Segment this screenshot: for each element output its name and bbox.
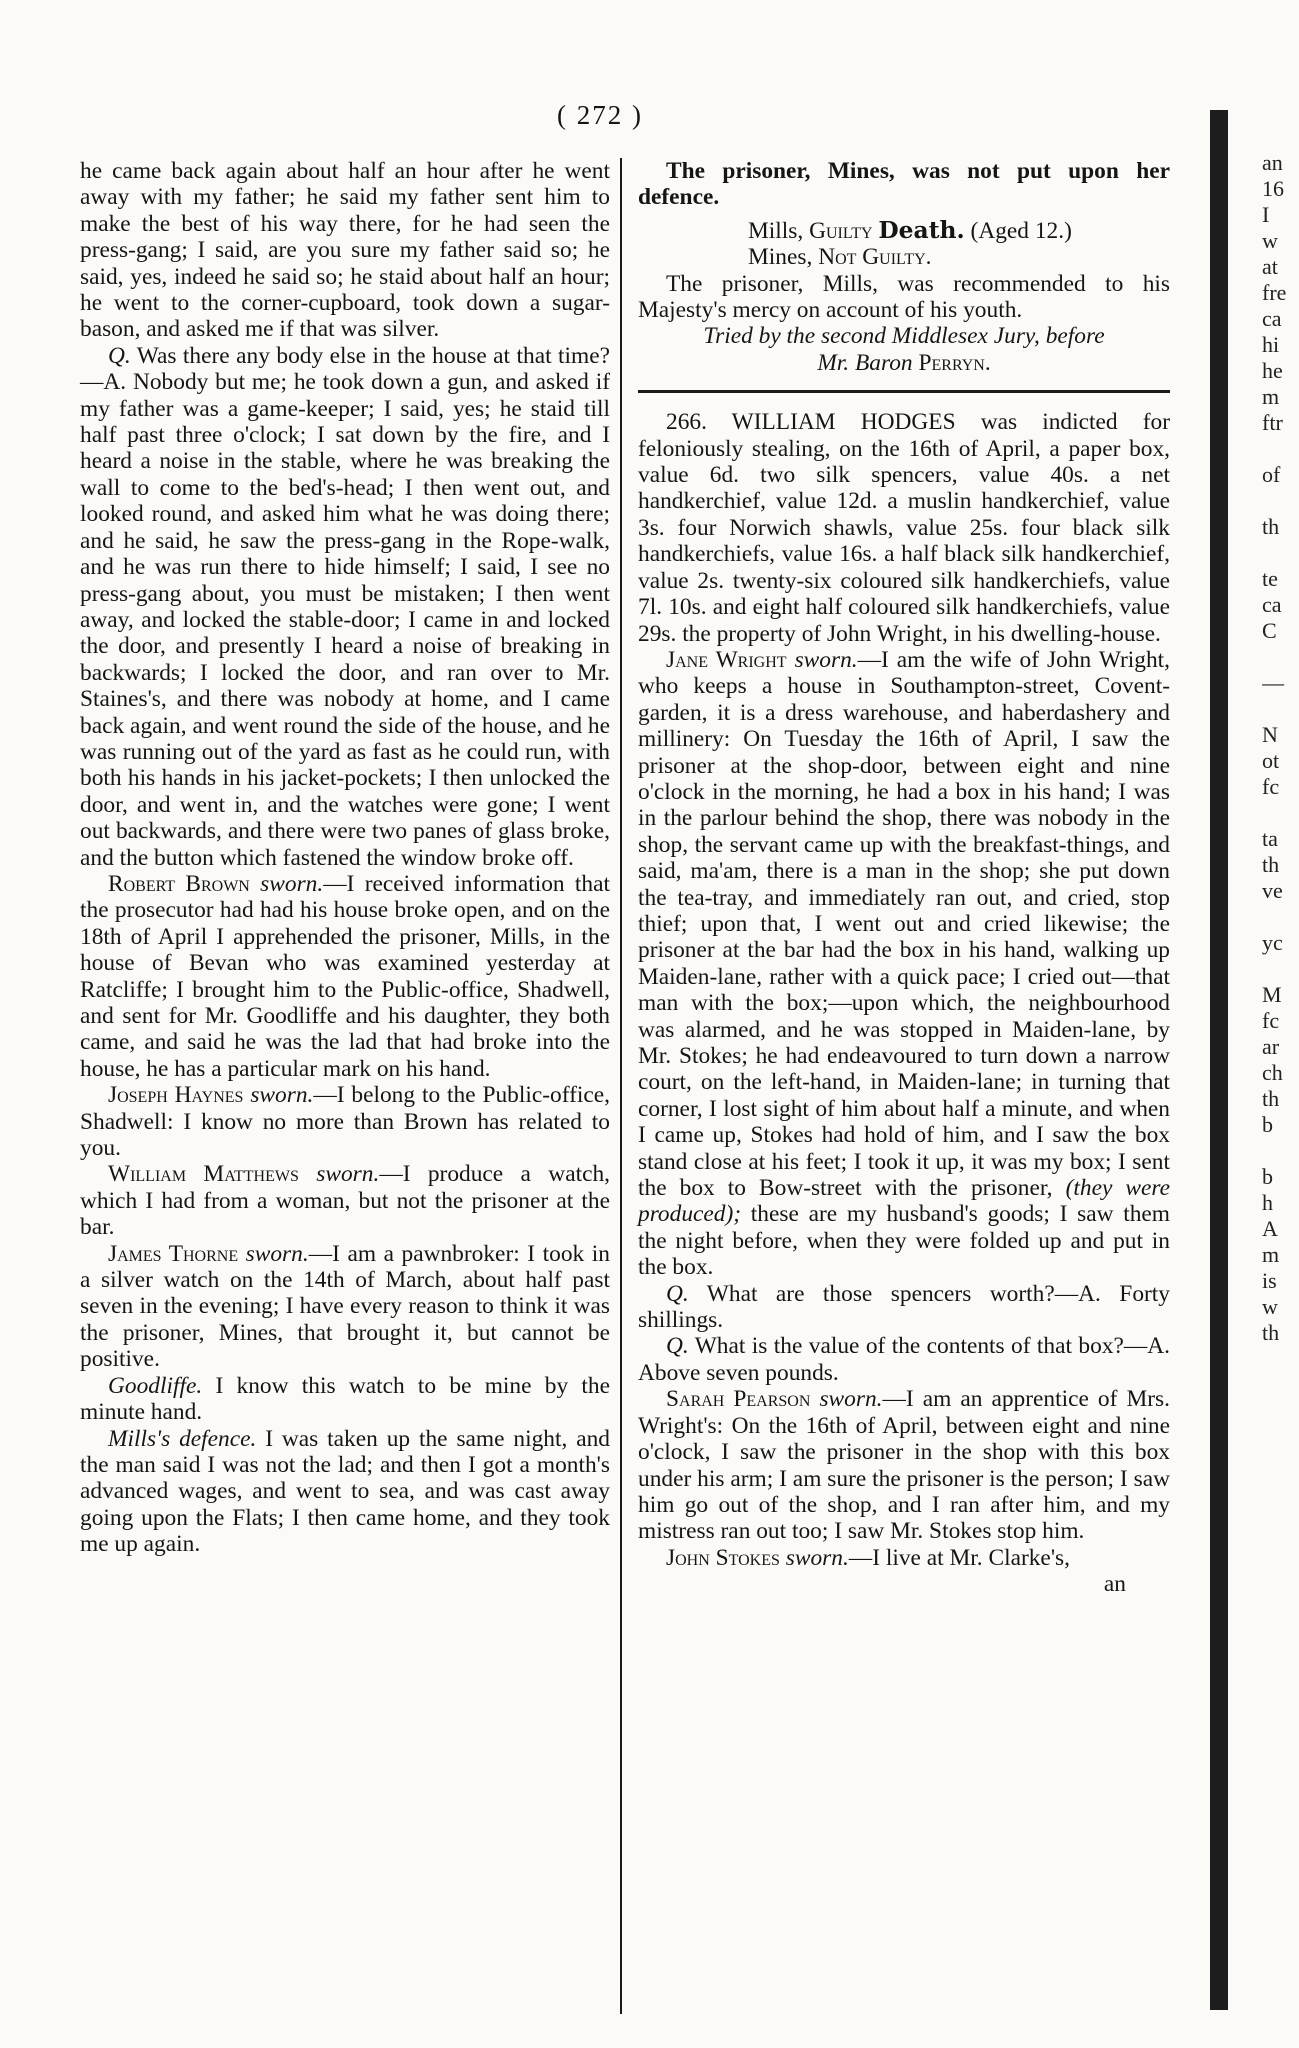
edge-fragment xyxy=(1262,696,1299,722)
edge-fragment: of xyxy=(1262,462,1281,487)
tried-by-line-2: Mr. Baron Perryn. xyxy=(817,349,991,376)
edge-fragment: M xyxy=(1262,982,1282,1007)
edge-fragment: fre xyxy=(1262,280,1287,305)
edge-fragment xyxy=(1262,800,1299,826)
tried-by-line-1: Tried by the second Middlesex Jury, before xyxy=(703,323,1105,350)
edge-fragment: th xyxy=(1262,1320,1280,1345)
witness-name: William Matthews xyxy=(108,1161,299,1188)
edge-fragment: m xyxy=(1262,384,1280,409)
edge-fragment: an xyxy=(1262,150,1283,175)
facing-page-edge-text xyxy=(1262,150,1299,1346)
edge-fragment: ca xyxy=(1262,592,1282,617)
case-266-indictment: 266. WILLIAM HODGES was indicted for feloniously stealing, on the 16th of April, a paper box, value 6d. two silk spencers, value 40s. a net handkerchief, value 12d. a muslin handkerchief, value 3s. four Norwich shawls, value 25s. four black silk handkerchiefs, value 16s. a half black silk handkerchief, value 2s. twenty-six coloured silk handkerchiefs, value 7l. 10s. and eight half coloured silk handkerchiefs, value 29s. the property of John Wright, in his dwelling-house. xyxy=(638,409,1170,647)
edge-fragment: w xyxy=(1262,228,1278,253)
speaker-label: Mills's defence. xyxy=(108,1425,257,1452)
witness-name: Joseph Haynes xyxy=(108,1082,244,1109)
edge-fragment: ve xyxy=(1262,878,1283,903)
verdict-mills: Mills, Guilty Death. (Aged 12.) xyxy=(748,215,1072,244)
edge-fragment: 16 xyxy=(1262,176,1284,201)
edge-fragment: ar xyxy=(1262,1034,1280,1059)
edge-fragment: th xyxy=(1262,514,1280,539)
edge-fragment: A xyxy=(1262,1216,1278,1241)
question-box-value: Q. What is the value of the contents of that box?—A. Above seven pounds. xyxy=(638,1333,1170,1386)
verdict-mines: Mines, Not Guilty. xyxy=(748,244,932,271)
sworn-label: sworn. xyxy=(316,1161,380,1188)
edge-fragment: fc xyxy=(1262,1008,1280,1033)
statement: Mills's defence. I was taken up the same night, and the man said I was not the lad; and then I got a month's advanced wages, and went to sea, and was cast away going upon the Flats; I then came home, and they took me up again. xyxy=(80,1425,610,1558)
edge-fragment xyxy=(1262,488,1299,514)
sworn-label: sworn. xyxy=(260,870,324,897)
edge-fragment: th xyxy=(1262,852,1280,877)
witness-sarah-pearson: Sarah Pearson sworn.—I am an apprentice of Mrs. Wright's: On the 16th of April, between eight and nine o'clock, I saw the prisoner in the shop with this box under his arm; I am sure the prisoner is the person; I saw him go out of the shop, and I ran after him, and my mistress ran out too; I saw Mr. Stokes stop him. xyxy=(638,1386,1170,1545)
right-column xyxy=(638,158,1170,1598)
witness-testimony: William Matthews sworn.—I produce a watch, which I had from a woman, but not the prisoner at the bar. xyxy=(80,1161,610,1241)
edge-fragment: te xyxy=(1262,566,1278,591)
edge-fragment: N xyxy=(1262,722,1278,747)
recommendation: The prisoner, Mills, was recommended to his Majesty's mercy on account of his youth. xyxy=(638,270,1170,324)
witness-name: Robert Brown xyxy=(108,870,250,897)
question-spencers: Q. What are those spencers worth?—A. Forty shillings. xyxy=(638,1280,1170,1334)
statement: Goodliffe. I know this watch to be mine by the minute hand. xyxy=(80,1372,610,1426)
question-label: Q. xyxy=(108,342,131,369)
edge-fragment: ta xyxy=(1262,826,1278,851)
catchword: an xyxy=(1103,1571,1126,1598)
witness-testimony: James Thorne sworn.—I am a pawnbroker: I took in a silver watch on the 14th of March, about half past seven in the evening; I have every reason to think it was the prisoner, Mines, that brought it, but cannot be positive. xyxy=(80,1240,610,1373)
edge-fragment: C xyxy=(1262,618,1277,643)
witness-testimony: Robert Brown sworn.—I received information that the prosecutor had had his house broke open, and on the 18th of April I apprehended the prisoner, Mills, in the house of Bevan who was examined yesterday at Ratcliffe; I brought him to the Public-office, Shadwell, and sent for Mr. Goodliffe and his daughter, they both came, and said he was the lad that had broke into the house, he has a particular mark on his hand. xyxy=(80,870,610,1082)
witness-name: James Thorne xyxy=(108,1240,239,1267)
witness-jane-wright: Jane Wright sworn.—I am the wife of John Wright, who keeps a house in Southampton-street, Covent-garden, it is a dress warehouse, and haberdashery and millinery: On Tuesday the 16th of April, I saw the prisoner at the shop-door, between eight and nine o'clock in the morning, he had a box in his hand; I was in the parlour behind the shop, there was nobody in the shop, the servant came up with the breakfast-things, and said, ma'am, there is a man in the shop; she put down the tea-tray, and immediately ran out, and cried, stop thief; upon that, I went out and cried likewise; the prisoner at the bar had the box in his hand, walking up Maiden-lane, rather with a quick pace; I cried out—that man with the box;—upon which, the neighbourhood was alarmed, and he was stopped in Maiden-lane, by Mr. Stokes; he had endeavoured to turn down a narrow court, on the left-hand, in Maiden-lane; in turning that corner, I lost sight of him about half a minute, and when I came up, Stokes had hold of him, and I saw the box stand close at his feet; I took it up, it was my box; I sent the box to Bow-street with the prisoner, (they were produced); these are my husband's goods; I saw them the night before, when they were folded up and put in the box. xyxy=(638,646,1170,1281)
edge-fragment: w xyxy=(1262,1294,1278,1319)
edge-fragment: b xyxy=(1262,1164,1273,1189)
witness-testimony: Joseph Haynes sworn.—I belong to the Public-office, Shadwell: I know no more than Brown has related to you. xyxy=(80,1082,611,1162)
edge-fragment xyxy=(1262,436,1299,462)
edge-fragment: yc xyxy=(1262,930,1283,955)
edge-fragment: he xyxy=(1262,358,1283,383)
sworn-label: sworn. xyxy=(250,1082,314,1109)
edge-fragment xyxy=(1262,956,1299,982)
witness-john-stokes: John Stokes sworn.—I live at Mr. Clarke's, xyxy=(666,1544,1070,1571)
edge-fragment xyxy=(1262,540,1299,566)
edge-fragment: I xyxy=(1262,202,1270,227)
speaker-label: Goodliffe. xyxy=(108,1372,203,1399)
defence-note: The prisoner, Mines, was not put upon her defence. xyxy=(638,158,1170,211)
edge-fragment: hi xyxy=(1262,332,1280,357)
edge-fragment xyxy=(1262,1138,1299,1164)
edge-fragment: is xyxy=(1262,1268,1277,1293)
edge-fragment: at xyxy=(1262,254,1278,279)
edge-fragment: b xyxy=(1262,1112,1273,1137)
verdicts xyxy=(748,217,1170,271)
sworn-label: sworn. xyxy=(245,1240,309,1267)
page-gutter-shadow xyxy=(1210,110,1228,2010)
edge-fragment: fc xyxy=(1262,774,1280,799)
page-number: ( 272 ) xyxy=(557,100,643,130)
case-separator-rule xyxy=(638,390,1170,393)
question-answer: Q. Was there any body else in the house at that time?—A. Nobody but me; he took down a gun, and asked if my father was a game-keeper; I said, yes; he staid till half past three o'clock; I sat down by the fire, and I heard a noise in the stable, where he was breaking the wall to come to the bed's-head; I then went out, and looked round, and asked him what he was doing there; and he said, he saw the press-gang in the Rope-walk, and he was run there to hide himself; I said, I see no press-gang about, you must be mistaken; I then went away, and locked the stable-door; I came in and locked the door, and presently I heard a noise of breaking in backwards; I locked the door, and ran over to Mr. Staines's, and there was nobody at home, and I came back again, and went round the side of the house, and he was running out of the yard as fast as he could run, with both his hands in his jacket-pockets; I then unlocked the door, and went in, and the watches were gone; I went out backwards, and there were two panes of glass broke, and the button which fastened the window broke off. xyxy=(80,342,610,871)
edge-fragment: m xyxy=(1262,1242,1280,1267)
continued-testimony: he came back again about half an hour after he went away with my father; he said my father sent him to make the best of his way there, for he had seen the press-gang; I said, are you sure my father said so; he said, yes, indeed he said so; he staid about half an hour; he went to the corner-cupboard, took down a sugar-bason, and asked me if that was silver. xyxy=(80,158,610,343)
edge-fragment: ftr xyxy=(1262,410,1283,435)
edge-fragment: ca xyxy=(1262,306,1282,331)
edge-fragment: ch xyxy=(1262,1060,1283,1085)
left-column xyxy=(80,158,610,1558)
edge-fragment: h xyxy=(1262,1190,1273,1215)
edge-fragment xyxy=(1262,644,1299,670)
edge-fragment: — xyxy=(1262,670,1284,695)
edge-fragment xyxy=(1262,904,1299,930)
column-divider xyxy=(620,158,622,2014)
edge-fragment: th xyxy=(1262,1086,1280,1111)
edge-fragment: ot xyxy=(1262,748,1280,773)
